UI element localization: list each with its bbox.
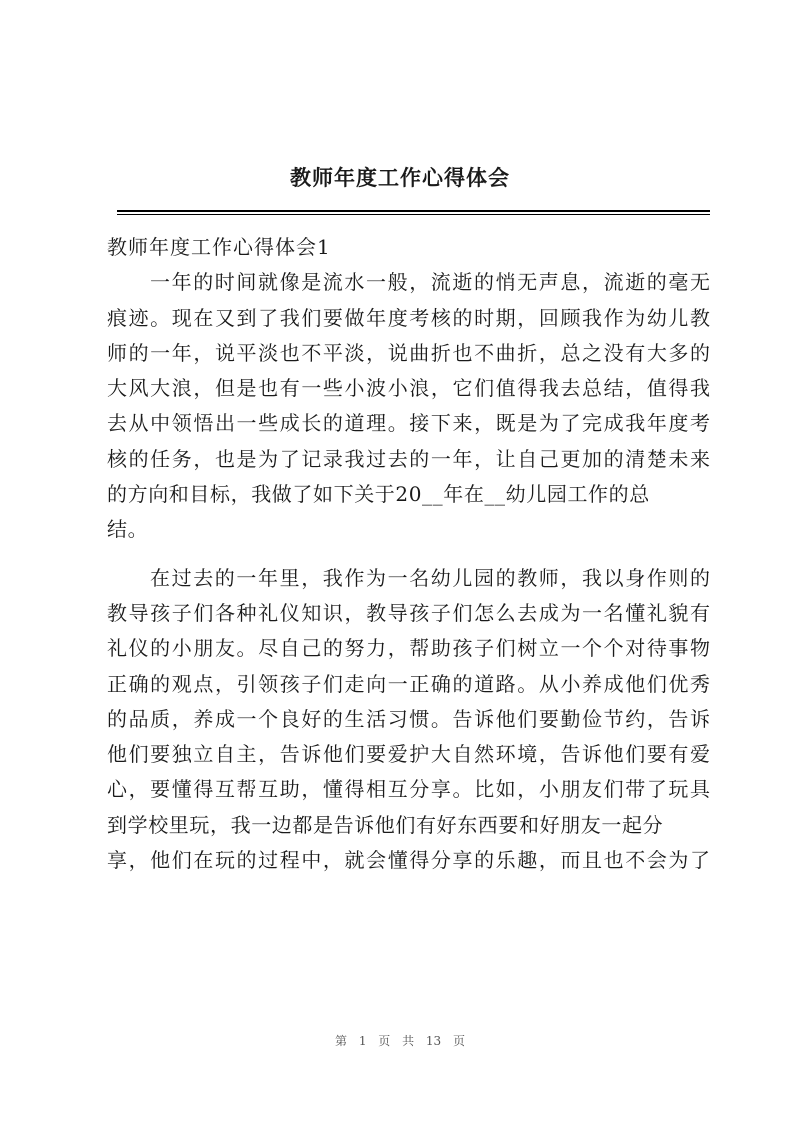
section-heading: 教师年度工作心得体会1 xyxy=(107,235,331,259)
paragraph-2 xyxy=(107,561,710,879)
paragraph-line: 结。 xyxy=(107,517,149,542)
paragraph-line: 痕迹。现在又到了我们要做年度考核的时期，回顾我作为幼儿教 xyxy=(107,305,710,330)
paragraph-1 xyxy=(107,265,710,547)
paragraph-line: 礼仪的小朋友。尽自己的努力，帮助孩子们树立一个个对待事物 xyxy=(107,636,710,661)
paragraph-line: 心，要懂得互帮互助，懂得相互分享。比如，小朋友们带了玩具 xyxy=(107,777,710,802)
paragraph-line: 他们要独立自主，告诉他们要爱护大自然环境，告诉他们要有爱 xyxy=(107,742,710,767)
paragraph-line: 核的任务，也是为了记录我过去的一年，让自己更加的清楚未来 xyxy=(107,446,710,471)
paragraph-line: 的方向和目标，我做了如下关于20__年在__幼儿园工作的总 xyxy=(107,482,650,507)
paragraph-line: 到学校里玩，我一边都是告诉他们有好东西要和好朋友一起分 xyxy=(107,812,664,837)
paragraph-line: 的品质，养成一个良好的生活习惯。告诉他们要勤俭节约，告诉 xyxy=(107,706,710,731)
paragraph-line: 教导孩子们各种礼仪知识，教导孩子们怎么去成为一名懂礼貌有 xyxy=(107,600,710,625)
paragraph-line: 正确的观点，引领孩子们走向一正确的道路。从小养成他们优秀 xyxy=(107,671,710,696)
page-number-footer: 第 1 页 共 13 页 xyxy=(335,1034,465,1048)
paragraph-line: 师的一年，说平淡也不平淡，说曲折也不曲折，总之没有大多的 xyxy=(107,340,710,365)
document-title: 教师年度工作心得体会 xyxy=(290,165,510,190)
paragraph-line: 大风大浪，但是也有一些小波小浪，它们值得我去总结，值得我 xyxy=(107,376,710,401)
paragraph-line: 享，他们在玩的过程中，就会懂得分享的乐趣，而且也不会为了 xyxy=(107,848,710,873)
paragraph-line: 在过去的一年里，我作为一名幼儿园的教师，我以身作则的 xyxy=(150,565,710,590)
paragraph-line: 一年的时间就像是流水一般，流逝的悄无声息，流逝的毫无 xyxy=(150,270,710,295)
document-body xyxy=(107,230,710,878)
title-divider-thick xyxy=(117,210,710,212)
title-divider-thin xyxy=(117,214,710,215)
paragraph-line: 去从中领悟出一些成长的道理。接下来，既是为了完成我年度考 xyxy=(107,411,710,436)
